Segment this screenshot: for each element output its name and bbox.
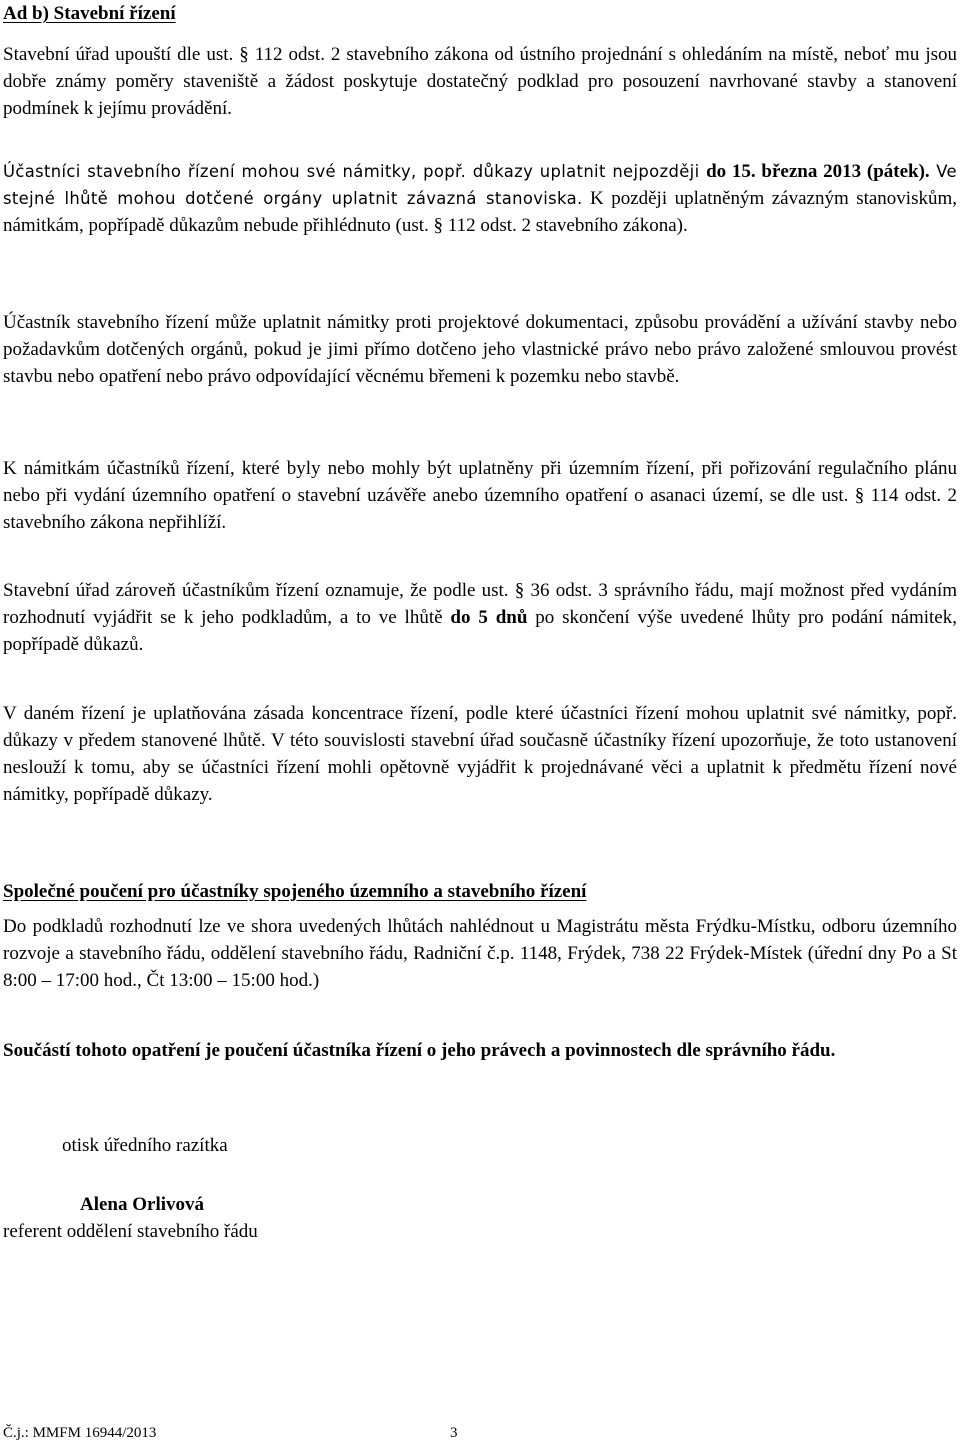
- paragraph-inspection-info: Do podkladů rozhodnutí lze ve shora uvedených lhůtách nahlédnout u Magistrátu města Frýdku-Místku, odboru územního rozvoje a stavebního řádu, oddělení stavebního řádu, Radniční č.p. 1148, Frýdek, 738 22 Frýdek-Místek (úřední dny Po a St 8:00 – 17:00 hod., Čt 13:00 – 15:00 hod.): [3, 916, 957, 991]
- paragraph-right-to-comment: [3, 577, 957, 658]
- footer-page-number: 3: [450, 1425, 458, 1441]
- signatory-name: Alena Orlivová: [80, 1194, 205, 1215]
- paragraph-waiver-oral-hearing: Stavební úřad upouští dle ust. § 112 odst. 2 stavebního zákona od ústního projednání s ohledáním na místě, neboť mu jsou dobře známy poměry staveniště a žádost poskytuje dostatečný podklad pro posouzení navrhované stavby a stanovení podmínek k jejímu provádění.: [3, 44, 957, 119]
- comment-text-end: po skončení výše uvedené lhůty pro podání námitek, popřípadě důkazů.: [3, 607, 957, 655]
- stamp-placeholder: otisk úředního razítka: [62, 1135, 228, 1156]
- deadline-authorities: Ve stejné lhůtě mohou dotčené orgány uplatnit závazná stanoviska.: [3, 162, 957, 208]
- paragraph-objections-scope: Účastník stavebního řízení může uplatnit námitky proti projektové dokumentaci, způsobu provádění a užívání stavby nebo požadavkům dotčených orgánů, pokud je jimi přímo dotčeno jeho vlastnické právo nebo právo založené smlouvou provést stavbu nebo opatření nebo právo odpovídající věcnému břemeni k pozemku nebo stavbě.: [3, 312, 957, 387]
- footer-reference: Č.j.: MMFM 16944/2013: [3, 1425, 157, 1441]
- section-heading: Ad b) Stavební řízení: [3, 3, 176, 24]
- paragraph-concentration-principle: V daném řízení je uplatňována zásada koncentrace řízení, podle které účastníci řízení mohou uplatnit své námitky, popř. důkazy v předem stanovené lhůtě. V této souvislosti stavební úřad současně účastníky řízení upozorňuje, že toto ustanovení neslouží k tomu, aby se účastníci řízení mohli opětovně vyjádřit k projednávané věci a uplatnit k předmětu řízení nové námitky, popřípadě důkazy.: [3, 703, 957, 805]
- document-page: [3, 0, 957, 1444]
- paragraph-disregarded-objections: K námitkám účastníků řízení, které byly nebo mohly být uplatněny při územním řízení, při pořizování regulačního plánu nebo při vydání územního opatření o stavební uzávěře anebo územního opatření o asanaci území, se dle ust. § 114 odst. 2 stavebního zákona nepřihlíží.: [3, 458, 957, 533]
- deadline-late-submissions: K později uplatněným závazným stanoviskům, námitkám, popřípadě důkazům nebude přihlédnuto (ust. § 112 odst. 2 stavebního zákona).: [3, 188, 958, 236]
- paragraph-rights-notice: Součástí tohoto opatření je poučení účastníka řízení o jeho právech a povinnostech dle správního řádu.: [3, 1040, 836, 1061]
- comment-text-intro: Stavební úřad zároveň účastníkům řízení oznamuje, že podle ust. § 36 odst. 3 správního řádu, mají možnost před vydáním rozhodnutí vyjádřit se k jeho podkladům, a to ve lhůtě: [3, 580, 957, 628]
- signatory-title: referent oddělení stavebního řádu: [3, 1221, 258, 1242]
- joint-instruction-heading: Společné poučení pro účastníky spojeného územního a stavebního řízení: [3, 881, 587, 902]
- paragraph-deadline: [3, 158, 957, 239]
- deadline-text-intro: Účastníci stavebního řízení mohou své námitky, popř. důkazy uplatnit nejpozději: [3, 162, 707, 181]
- deadline-date: do 15. března 2013 (pátek).: [706, 161, 930, 182]
- comment-deadline: do 5 dnů: [450, 607, 528, 628]
